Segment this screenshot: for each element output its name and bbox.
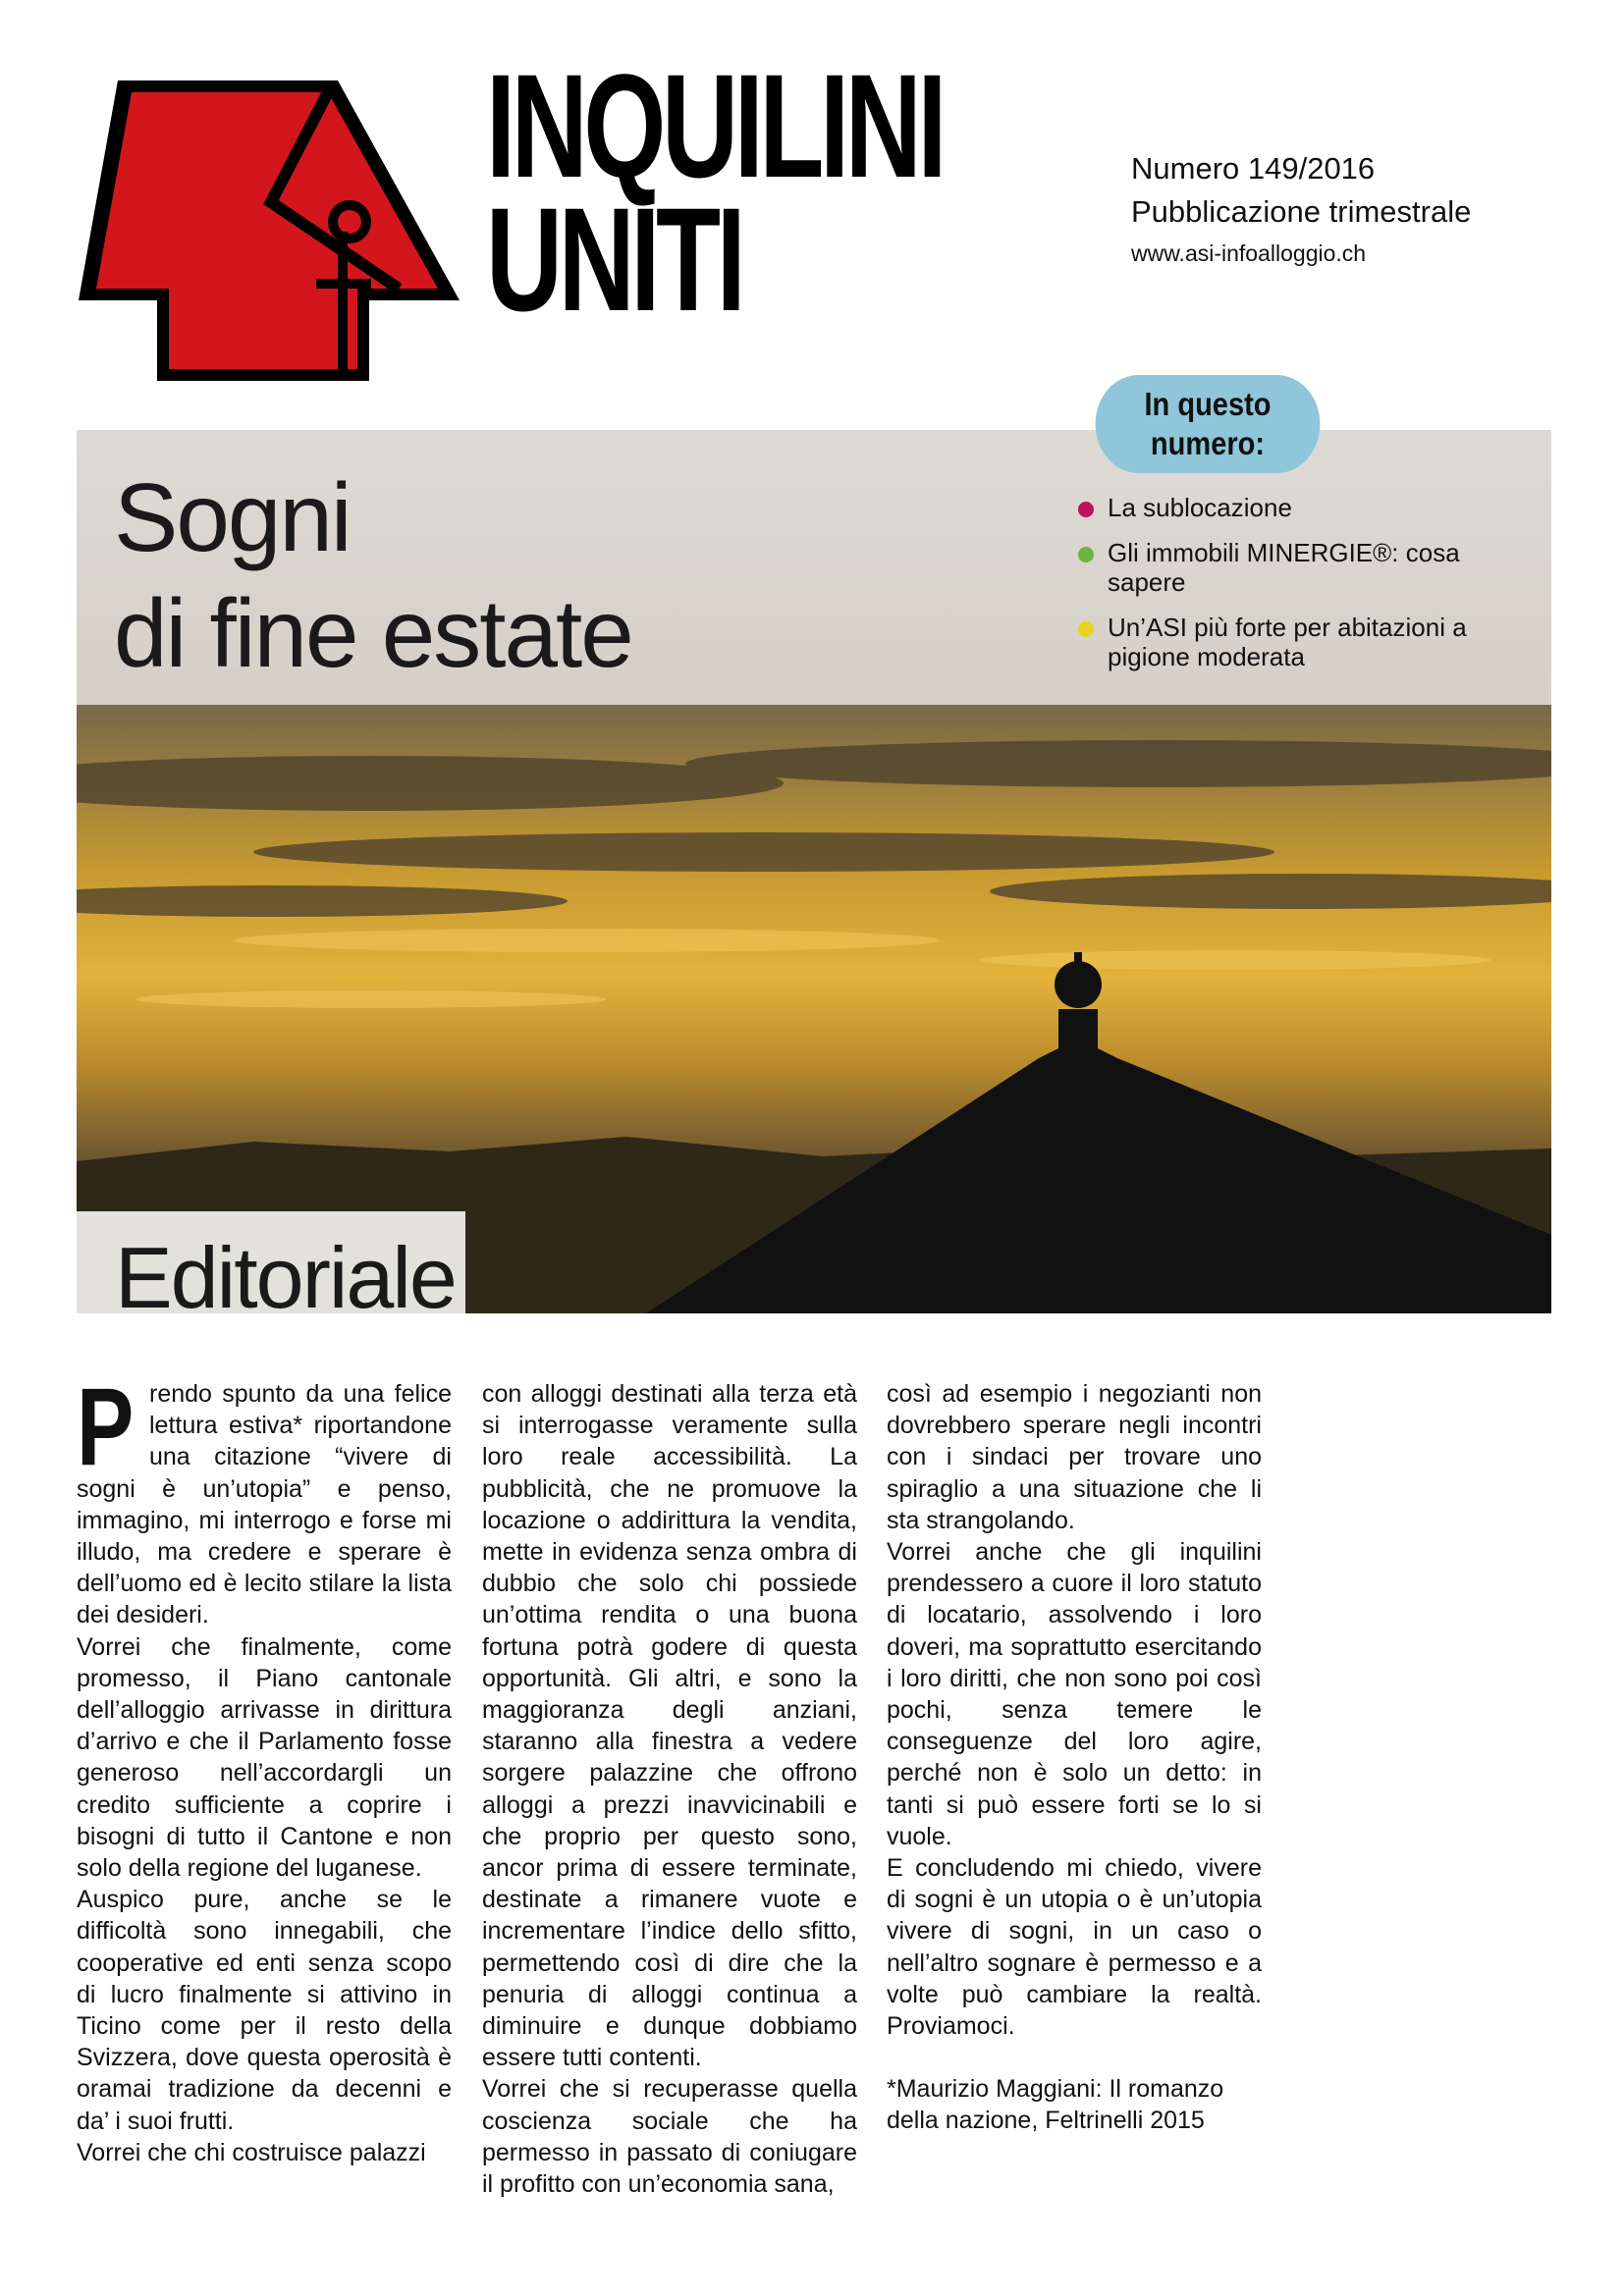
contents-item-text: Un’ASI più forte per abitazioni a pigione moderata: [1108, 613, 1467, 671]
contents-item-text: La sublocazione: [1108, 493, 1292, 522]
article-column-2: [482, 1378, 857, 2200]
cover-headline-line1: Sogni: [114, 463, 351, 571]
issue-number: Numero 149/2016: [1131, 151, 1376, 186]
bullet-dot-icon: [1078, 547, 1094, 562]
article-paragraph: Vorrei che finalmente, come promesso, il Piano cantonale dell’alloggio arrivasse in dirittura d’arrivo e che il Parlamento fosse generoso nell’accordargli un credito sufficiente a coprire i bisogni di tutto il Cantone e non solo della regione del luganese.: [77, 1632, 452, 1883]
article-paragraph-text: rendo spunto da una felice lettura estiva* riportandone una citazione “vivere di sogni è un’utopia” e penso, immagino, mi interrogo e forse mi illudo, ma credere e sperare è dell’uomo ed è lecito stilare la lista dei desideri.: [77, 1380, 452, 1629]
article-paragraph: [77, 1365, 452, 1631]
asi-house-logo: [75, 75, 463, 385]
section-label: Editoriale: [115, 1229, 456, 1326]
magazine-title-line2: UNITI: [486, 177, 742, 342]
drop-cap: P: [77, 1365, 135, 1488]
article-paragraph: Vorrei anche che gli inquilini prendessero a cuore il loro statuto di locatario, assolvendo i loro doveri, ma soprattutto esercitando i loro diritti, che non sono poi così pochi, senza temere le conseguenze del loro agire, perché non è solo un detto: in tanti si può essere forti se lo si vuole.: [887, 1538, 1262, 1850]
in-this-issue-line2: numero:: [1150, 425, 1266, 461]
article-paragraph: così ad esempio i negozianti non dovrebbero sperare negli incontri con i sindaci per trovare uno spiraglio a una situazione che li sta strangolando.: [887, 1380, 1262, 1534]
article-paragraph: Vorrei che si recuperasse quella coscienza sociale che ha permesso in passato di coniugare il profitto con un’economia sana,: [482, 2075, 857, 2199]
article-paragraph: Vorrei che chi costruisce palazzi: [77, 2138, 426, 2166]
issue-info: [1131, 147, 1471, 273]
contents-item[interactable]: [1078, 493, 1540, 522]
footnote: *Maurizio Maggiani: Il romanzo della nazione, Feltrinelli 2015: [887, 2075, 1224, 2135]
article-paragraph: E concludendo mi chiedo, vivere di sogni è un utopia o è un’utopia vivere di sogni, in un caso o nell’altro sognare è permesso e a volte può cambiare la realtà. Proviamoci.: [887, 1854, 1262, 2041]
in-this-issue-badge: [1096, 375, 1321, 473]
contents-item-text: Gli immobili MINERGIE®: cosa sapere: [1108, 538, 1460, 597]
publication-frequency: Pubblicazione trimestrale: [1131, 194, 1472, 229]
in-this-issue-line1: In questo: [1144, 386, 1272, 422]
magazine-title-line1: INQUILINI: [486, 43, 944, 208]
article-paragraph: Auspico pure, anche se le difficoltà sono innegabili, che cooperative ed enti senza scopo di lucro finalmente si attivino in Ticino come per il resto della Svizzera, dove questa operosità è oramai tradizione da decenni e da’ i suoi frutti.: [77, 1886, 452, 2135]
cover-headline-line2: di fine estate: [114, 579, 632, 687]
cover-headline: [114, 459, 632, 691]
contents-item[interactable]: [1078, 613, 1540, 671]
magazine-title: [486, 43, 944, 342]
website-link[interactable]: www.asi-infoalloggio.ch: [1131, 240, 1367, 266]
article-column-3: [887, 1378, 1262, 2137]
bullet-dot-icon: [1078, 621, 1094, 637]
bullet-dot-icon: [1078, 502, 1094, 517]
contents-list: [1078, 493, 1540, 687]
article-paragraph: con alloggi destinati alla terza età si interrogasse veramente sulla loro reale accessibilità. La pubblicità, che ne promuove la locazione o addirittura la vendita, mette in evidenza senza ombra di dubbio che solo chi possiede un’ottima rendita o una buona fortuna potrà godere di questa opportunità. Gli altri, e sono la maggioranza degli anziani, staranno alla finestra a vedere sorgere palazzine che offrono alloggi a prezzi inavvicinabili e che proprio per questo sono, ancor prima di essere terminate, destinate a rimanere vuote e incrementare l’indice dello sfitto, permettendo così di dire che la penuria di alloggi continua a diminuire e dunque dobbiamo essere tutti contenti.: [482, 1380, 857, 2072]
contents-item[interactable]: [1078, 538, 1540, 597]
article-column-1: [77, 1365, 452, 2168]
